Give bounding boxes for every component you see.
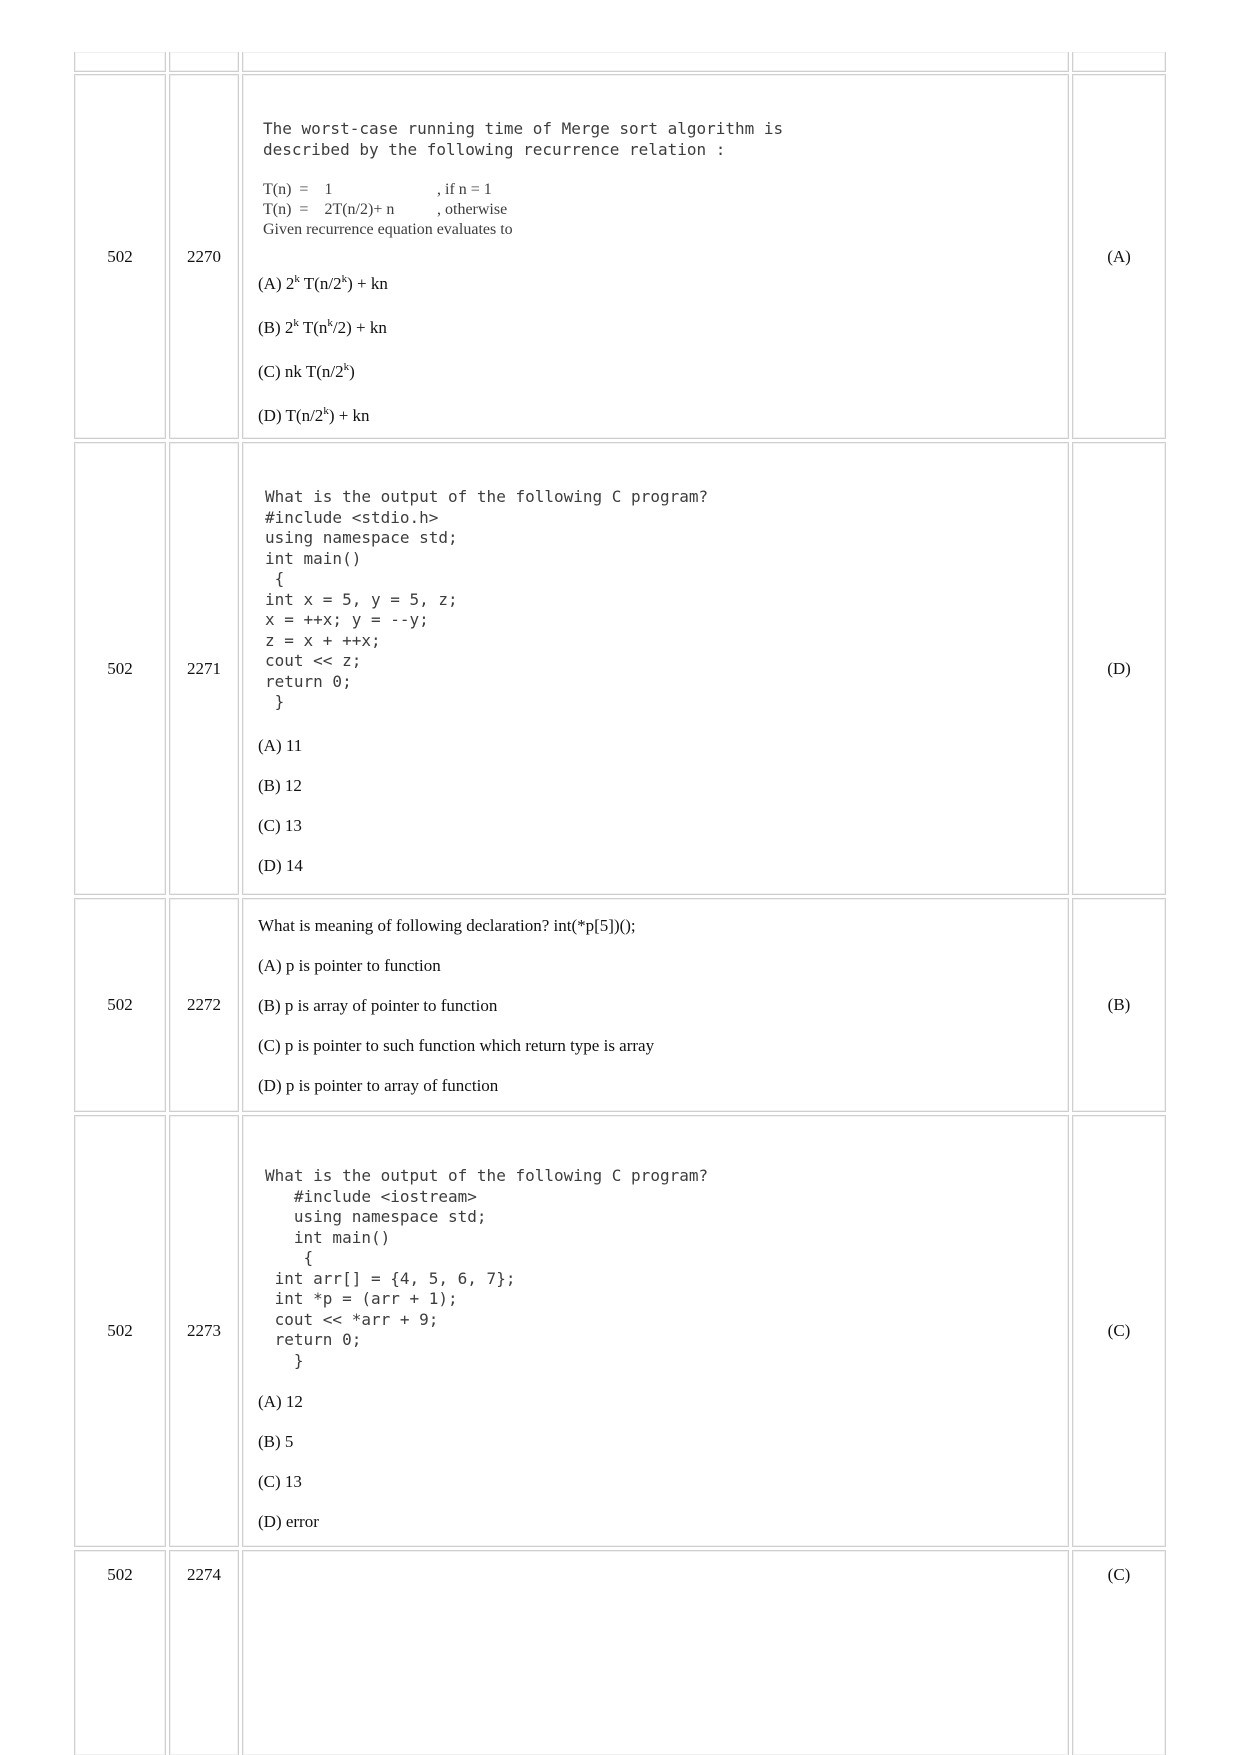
question-stem: What is meaning of following declaration? int(*p[5])(); bbox=[258, 916, 636, 935]
option-b: (B) 12 bbox=[258, 776, 302, 795]
table-row-partial-cell bbox=[74, 52, 166, 72]
option-d: (D) 14 bbox=[258, 856, 303, 875]
sub-code: 502 bbox=[107, 1565, 133, 1584]
question-number: 2274 bbox=[187, 1565, 221, 1584]
question-number: 2270 bbox=[187, 246, 221, 266]
option-c: (C) p is pointer to such function which return type is array bbox=[258, 1036, 655, 1055]
answer: (B) bbox=[1107, 995, 1131, 1014]
recurrence-relation bbox=[263, 180, 783, 220]
question-image-text: What is the output of the following C program? #include <iostream> using namespace std; int main() { int arr[] = {4, 5, 6, 7}; int *p = (arr + 1); cout << *arr + 9; return 0; } bbox=[265, 1166, 709, 1370]
question-number: 2273 bbox=[187, 1321, 221, 1340]
question-number-cell bbox=[169, 1550, 239, 1755]
sub-code: 502 bbox=[107, 1321, 133, 1340]
option-d: (D) p is pointer to array of function bbox=[258, 1076, 499, 1095]
option-c: (C) 13 bbox=[258, 816, 302, 835]
table-row-partial-cell bbox=[242, 52, 1069, 72]
option-b: (B) p is array of pointer to function bbox=[258, 996, 498, 1015]
question-number-cell bbox=[169, 442, 239, 895]
option-c: (C) 13 bbox=[258, 1472, 302, 1491]
answer-cell bbox=[1072, 442, 1166, 895]
recurrence-lhs: T(n) = 1 bbox=[263, 181, 333, 198]
question-number-cell bbox=[169, 74, 239, 439]
option-a: (A) 12 bbox=[258, 1392, 303, 1411]
sub-code-cell bbox=[74, 1115, 166, 1547]
answer-cell bbox=[1072, 1550, 1166, 1755]
table-row-partial-cell bbox=[169, 52, 239, 72]
option-c: (C) nk T(n/2$^k$) bbox=[258, 361, 355, 381]
recurrence-condition: , if n = 1 bbox=[437, 181, 492, 198]
question-cell bbox=[242, 74, 1069, 439]
answer: (A) bbox=[1107, 246, 1131, 266]
answer-cell bbox=[1072, 74, 1166, 439]
question-number: 2272 bbox=[187, 995, 221, 1014]
question-cell bbox=[242, 1115, 1069, 1547]
answer: (C) bbox=[1107, 1565, 1131, 1584]
sub-code: 502 bbox=[107, 995, 133, 1014]
question-image-text: The worst-case running time of Merge sort algorithm is described by the following recurrence relation : bbox=[263, 119, 784, 159]
option-b: (B) 5 bbox=[258, 1432, 294, 1451]
answer: (D) bbox=[1107, 658, 1131, 678]
sub-code-cell bbox=[74, 1550, 166, 1755]
option-a: (A) 2$^k$ $T(n/2^k)$ + kn bbox=[258, 273, 388, 293]
option-a: (A) p is pointer to function bbox=[258, 956, 441, 975]
option-d: (D) $T(n/2^k)$ + kn bbox=[258, 405, 370, 425]
recurrence-lhs: T(n) = 2T(n/2)+ n bbox=[263, 201, 395, 218]
question-number-cell bbox=[169, 1115, 239, 1547]
question-number-cell bbox=[169, 898, 239, 1112]
answer-cell bbox=[1072, 898, 1166, 1112]
question-cell bbox=[242, 442, 1069, 895]
question-cell bbox=[242, 1550, 1069, 1755]
option-b: (B) 2$^k$ $T(n^k/2)$ + kn bbox=[258, 317, 387, 337]
question-cell bbox=[242, 898, 1069, 1112]
sub-code-cell bbox=[74, 442, 166, 895]
sub-code-cell bbox=[74, 898, 166, 1112]
option-d: (D) error bbox=[258, 1512, 319, 1531]
question-number: 2271 bbox=[187, 658, 221, 678]
option-a: (A) 11 bbox=[258, 736, 303, 755]
question-image bbox=[263, 119, 783, 241]
question-image-text: What is the output of the following C program? #include <stdio.h> using namespace std; int main() { int x = 5, y = 5, z; x = ++x; y = --y; z = x + ++x; cout << z; return 0; } bbox=[265, 487, 709, 711]
answer: (C) bbox=[1107, 1321, 1131, 1340]
recurrence-condition: , otherwise bbox=[437, 201, 508, 218]
sub-code: 502 bbox=[107, 246, 133, 266]
sub-code-cell bbox=[74, 74, 166, 439]
table-row-partial-cell bbox=[1072, 52, 1166, 72]
sub-code: 502 bbox=[107, 658, 133, 678]
answer-cell bbox=[1072, 1115, 1166, 1547]
question-image-tail: Given recurrence equation evaluates to bbox=[263, 221, 513, 238]
